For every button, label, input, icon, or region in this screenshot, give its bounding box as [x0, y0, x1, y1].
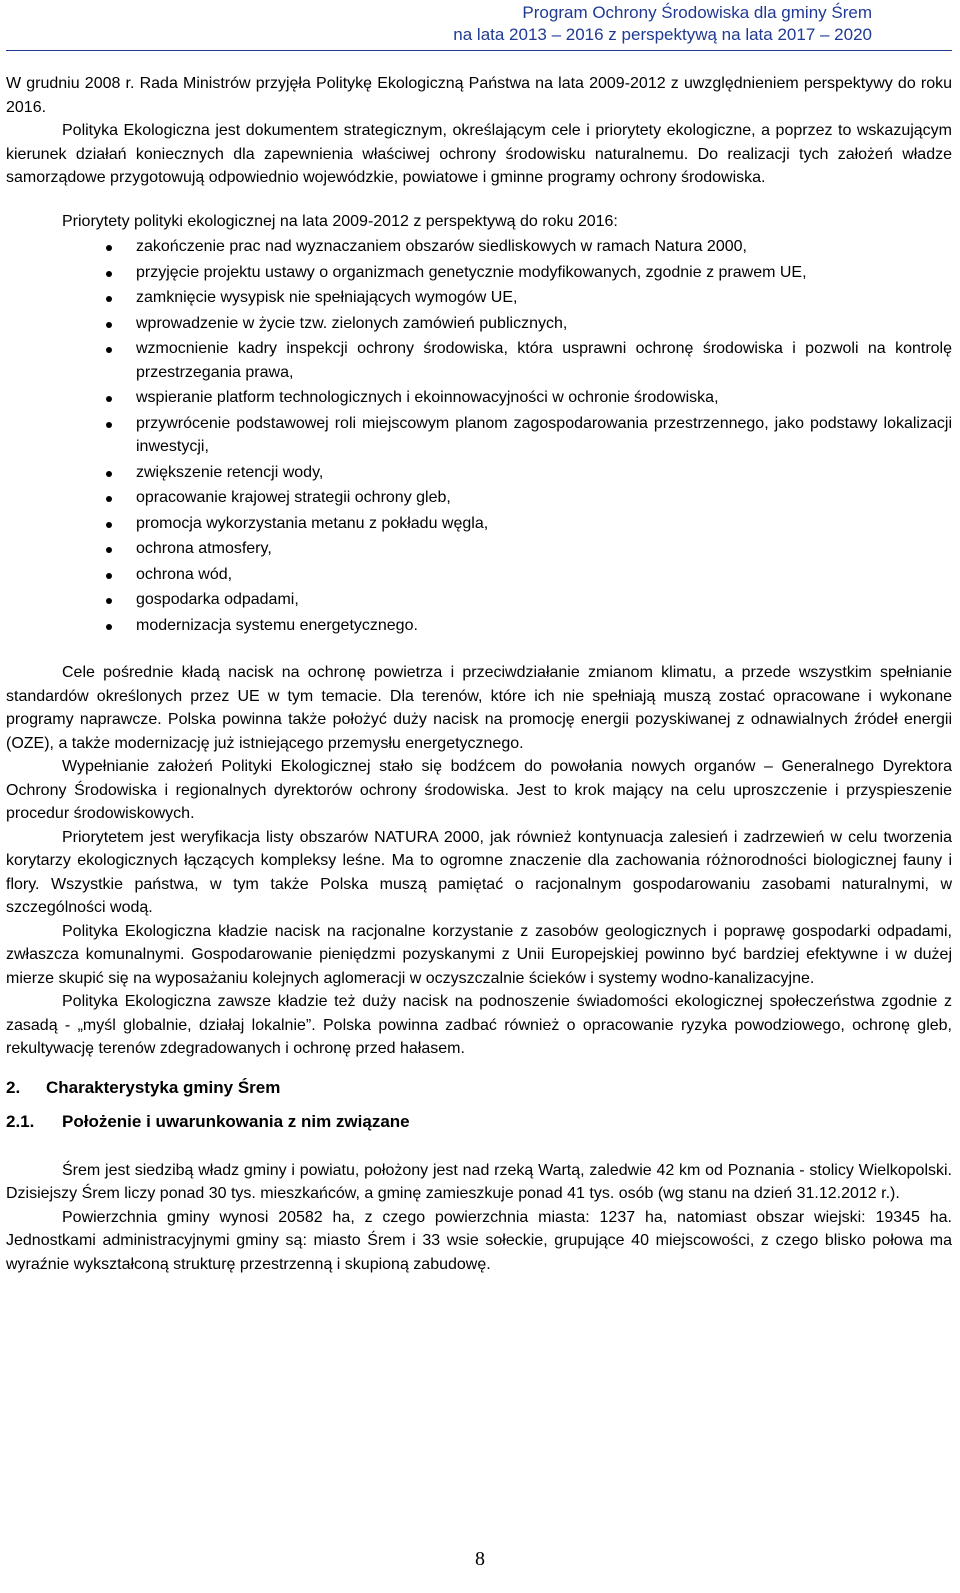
bullet-icon — [106, 271, 112, 277]
list-item — [136, 461, 952, 485]
list-item-text: wzmocnienie kadry inspekcji ochrony środowiska, która usprawni ochronę środowiska i pozwoli na kontrolę przestrzegania prawa, — [136, 340, 952, 381]
list-item-text: przyjęcie projektu ustawy o organizmach genetycznie modyfikowanych, zgodnie z prawem UE, — [136, 263, 807, 281]
list-item — [136, 261, 952, 285]
list-item — [136, 286, 952, 310]
list-item — [136, 614, 952, 638]
list-item — [136, 337, 952, 384]
bullet-icon — [106, 245, 112, 251]
section-heading — [6, 1075, 952, 1101]
priorities-heading: Priorytety polityki ekologicznej na lata 2009-2012 z perspektywą do roku 2016: — [62, 212, 618, 230]
page-header — [453, 2, 872, 46]
list-item — [136, 386, 952, 410]
list-item-text: promocja wykorzystania metanu z pokładu węgla, — [136, 514, 489, 532]
list-item — [136, 412, 952, 459]
subsection-title: Położenie i uwarunkowania z nim związane — [62, 1111, 410, 1131]
paragraph-body: Wypełnianie założeń Polityki Ekologicznej stało się bodźcem do powołania nowych organów – Generalnego Dyrektora Ochrony Środowiska i regionalnych dyrektorów ochrony środowiska. Jest to krok mający na celu uproszczenie i przyspieszenie procedur środowiskowych. — [6, 758, 952, 822]
list-item-text: wspieranie platform technologicznych i ekoinnowacyjności w ochronie środowiska, — [136, 389, 719, 406]
list-item-text: przywrócenie podstawowej roli miejscowym planom zagospodarowania przestrzennego, jako podstawy lokalizacji inwestycji, — [136, 414, 952, 455]
header-period-line: na lata 2013 – 2016 z perspektywą na lata 2017 – 2020 — [453, 25, 872, 44]
bullet-icon — [106, 547, 112, 553]
paragraph-intro: W grudniu 2008 r. Rada Ministrów przyjęła Politykę Ekologiczną Państwa na lata 2009-2012 z uwzględnieniem perspektywy do roku 2016. — [6, 75, 952, 116]
paragraph-body: Polityka Ekologiczna zawsze kładzie też duży nacisk na podnoszenie świadomości ekologicznej społeczeństwa zgodnie z zasadą - „myśl globalnie, działaj lokalnie”. Polska powinna zadbać również o opracowanie ryzyka powodziowego, ochronę gleb, rekultywację terenów zdegradowanych i ochronę przed hałasem. — [6, 993, 952, 1057]
list-item-text: zamknięcie wysypisk nie spełniających wymogów UE, — [136, 289, 518, 306]
list-item-text: ochrona atmosfery, — [136, 540, 272, 557]
section-title: Charakterystyka gminy Śrem — [46, 1077, 281, 1097]
priorities-list — [6, 235, 952, 637]
bullet-icon — [106, 296, 112, 302]
section-number: 2. — [6, 1077, 21, 1097]
list-item — [136, 486, 952, 510]
bullet-icon — [106, 573, 112, 579]
list-item-text: gospodarka odpadami, — [136, 591, 299, 608]
bullet-icon — [106, 598, 112, 604]
header-title-line: Program Ochrony Środowiska dla gminy Śrem — [522, 3, 872, 22]
document-body — [6, 72, 952, 1276]
paragraph-intro: Polityka Ekologiczna jest dokumentem strategicznym, określającym cele i priorytety ekologiczne, a poprzez to wskazującym kierunek działań koniecznych dla zapewnienia właściwej ochrony środowisku naturalnemu. Do realizacji tych założeń władze samorządowe przygotowują odpowiednio wojewódzkie, powiatowe i gminne programy ochrony środowiska. — [6, 122, 952, 186]
bullet-icon — [106, 624, 112, 630]
list-item — [136, 563, 952, 587]
list-item-text: wprowadzenie w życie tzw. zielonych zamówień publicznych, — [136, 314, 568, 332]
bullet-icon — [106, 422, 112, 428]
paragraph-body: Priorytetem jest weryfikacja listy obszarów NATURA 2000, jak również kontynuacja zalesień i zadrzewień w celu tworzenia korytarzy ekologicznych łączących kompleksy leśne. Ma to ogromne znaczenie dla zachowania różnorodności biologicznej fauny i flory. Wszystkie państwa, w tym także Polska muszą pamiętać o racjonalnym gospodarowaniu zasobami naturalnymi, w szczególności wodą. — [6, 828, 952, 916]
bullet-icon — [106, 396, 112, 402]
list-item — [136, 312, 952, 336]
list-item — [136, 588, 952, 612]
bullet-icon — [106, 347, 112, 353]
paragraph-body: Śrem jest siedzibą władz gminy i powiatu, położony jest nad rzeką Wartą, zaledwie 42 km od Poznania - stolicy Wielkopolski. Dzisiejszy Śrem liczy ponad 30 tys. mieszkańców, a gminę zamieszkuje ponad 41 tys. osób (wg stanu na dzień 31.12.2012 r.). — [6, 1161, 952, 1202]
subsection-heading — [6, 1109, 952, 1135]
list-item-text: modernizacja systemu energetycznego. — [136, 616, 418, 634]
bullet-icon — [106, 471, 112, 477]
header-divider — [6, 50, 952, 51]
paragraph-body: Polityka Ekologiczna kładzie nacisk na racjonalne korzystanie z zasobów geologicznych i poprawę gospodarki odpadami, zwłaszcza komunalnymi. Gospodarowanie pieniędzmi pozyskanymi z Unii Europejskiej powinno być bardziej efektywne i w dużej mierze skupić się na wyposażaniu kolejnych aglomeracji w oczyszczalnie ścieków i systemy wodno-kanalizacyjne. — [6, 922, 952, 987]
list-item-text: ochrona wód, — [136, 565, 233, 583]
paragraph-body: Cele pośrednie kładą nacisk na ochronę powietrza i przeciwdziałanie zmianom klimatu, a przede wszystkim spełnianie standardów określonych przez UE w tym temacie. Dla terenów, które ich nie spełniają muszą zostać opracowane i wykonane programy naprawcze. Polska powinna także położyć duży nacisk na promocję energii pozyskiwanej z odnawialnych źródeł energii (OZE), a także modernizację już istniejącego przemysłu energetycznego. — [6, 664, 952, 752]
subsection-number: 2.1. — [6, 1111, 35, 1131]
page-number: 8 — [475, 1548, 485, 1570]
bullet-icon — [106, 496, 112, 502]
list-item — [136, 235, 952, 259]
bullet-icon — [106, 322, 112, 328]
bullet-icon — [106, 522, 112, 528]
paragraph-body: Powierzchnia gminy wynosi 20582 ha, z czego powierzchnia miasta: 1237 ha, natomiast obszar wiejski: 19345 ha. Jednostkami administracyjnymi gminy są: miasto Śrem i 33 wsie sołeckie, grupujące 40 miejscowości, z czego blisko połowa ma wyraźnie wykształconą strukturę przestrzenną i skupioną zabudowę. — [6, 1208, 952, 1273]
list-item-text: opracowanie krajowej strategii ochrony gleb, — [136, 489, 451, 506]
list-item — [136, 537, 952, 561]
list-item-text: zakończenie prac nad wyznaczaniem obszarów siedliskowych w ramach Natura 2000, — [136, 238, 747, 255]
list-item-text: zwiększenie retencji wody, — [136, 463, 324, 481]
list-item — [136, 512, 952, 536]
